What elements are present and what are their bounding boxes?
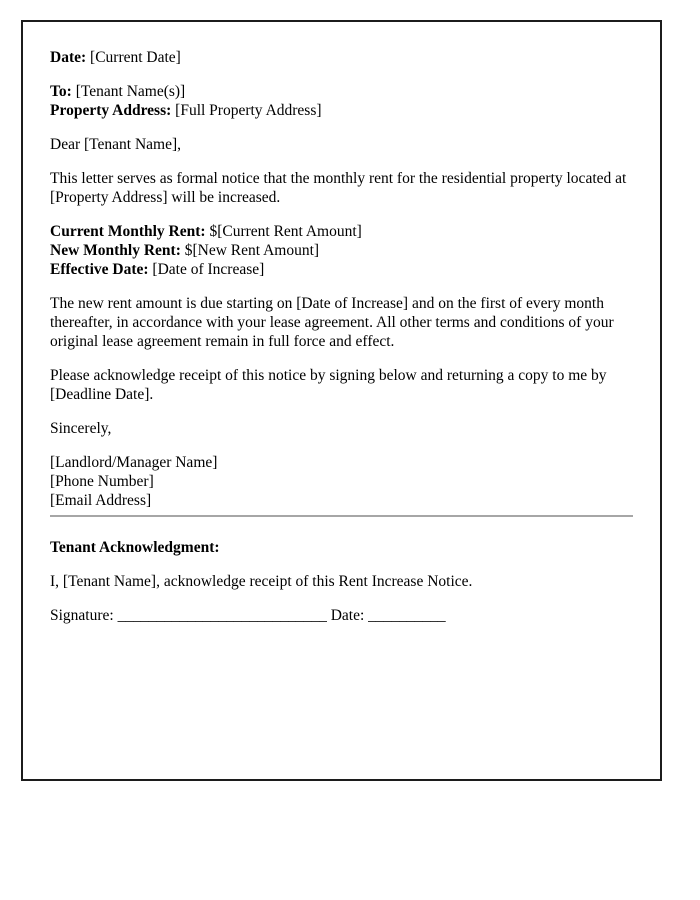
- terms-paragraph: The new rent amount is due starting on [Date of Increase] and on the first of every month thereafter, in accordance with your lease agreement. All other terms and conditions of your original lease agreement remain in full force and effect.: [50, 295, 614, 350]
- letter-page: [21, 20, 662, 781]
- sender-email-line: [Email Address]: [50, 492, 152, 509]
- sender-name-line: [Landlord/Manager Name]: [50, 454, 218, 471]
- date-line: [50, 48, 633, 67]
- property-line: [50, 101, 633, 120]
- rent-details-block: [50, 222, 633, 279]
- to-label: To:: [50, 83, 72, 100]
- acknowledgment-heading-text: Tenant Acknowledgment:: [50, 539, 220, 556]
- section-divider: [50, 515, 633, 517]
- date-value: [Current Date]: [90, 49, 181, 66]
- acknowledgment-heading: [50, 538, 633, 557]
- rent-row-effective: [50, 260, 633, 279]
- sender-block: [50, 453, 633, 510]
- request-paragraph: Please acknowledge receipt of this notice by signing below and returning a copy to me by [Deadline Date].: [50, 367, 607, 403]
- property-value: [Full Property Address]: [175, 102, 322, 119]
- recipient-block: [50, 82, 633, 120]
- intro-paragraph: This letter serves as formal notice that the monthly rent for the residential property located at [Property Address] will be increased.: [50, 170, 627, 206]
- rent-label: New Monthly Rent:: [50, 242, 181, 259]
- salutation: Dear [Tenant Name],: [50, 136, 182, 153]
- signature-date-blank: __________: [368, 607, 446, 624]
- signature-row: [50, 606, 633, 625]
- property-label: Property Address:: [50, 102, 172, 119]
- sender-phone-line: [Phone Number]: [50, 473, 154, 490]
- to-line: [50, 82, 633, 101]
- signature-date-label: Date:: [330, 607, 365, 624]
- rent-value: [Date of Increase]: [152, 261, 265, 278]
- rent-value: $[Current Rent Amount]: [209, 223, 362, 240]
- closing: Sincerely,: [50, 420, 112, 437]
- to-value: [Tenant Name(s)]: [75, 83, 186, 100]
- rent-value: $[New Rent Amount]: [184, 242, 320, 259]
- rent-label: Current Monthly Rent:: [50, 223, 206, 240]
- date-label: Date:: [50, 49, 87, 66]
- rent-row-current: [50, 222, 633, 241]
- rent-label: Effective Date:: [50, 261, 149, 278]
- signature-blank: ___________________________: [117, 607, 327, 624]
- signature-label: Signature:: [50, 607, 114, 624]
- rent-row-new: [50, 241, 633, 260]
- acknowledgment-statement: I, [Tenant Name], acknowledge receipt of this Rent Increase Notice.: [50, 573, 473, 590]
